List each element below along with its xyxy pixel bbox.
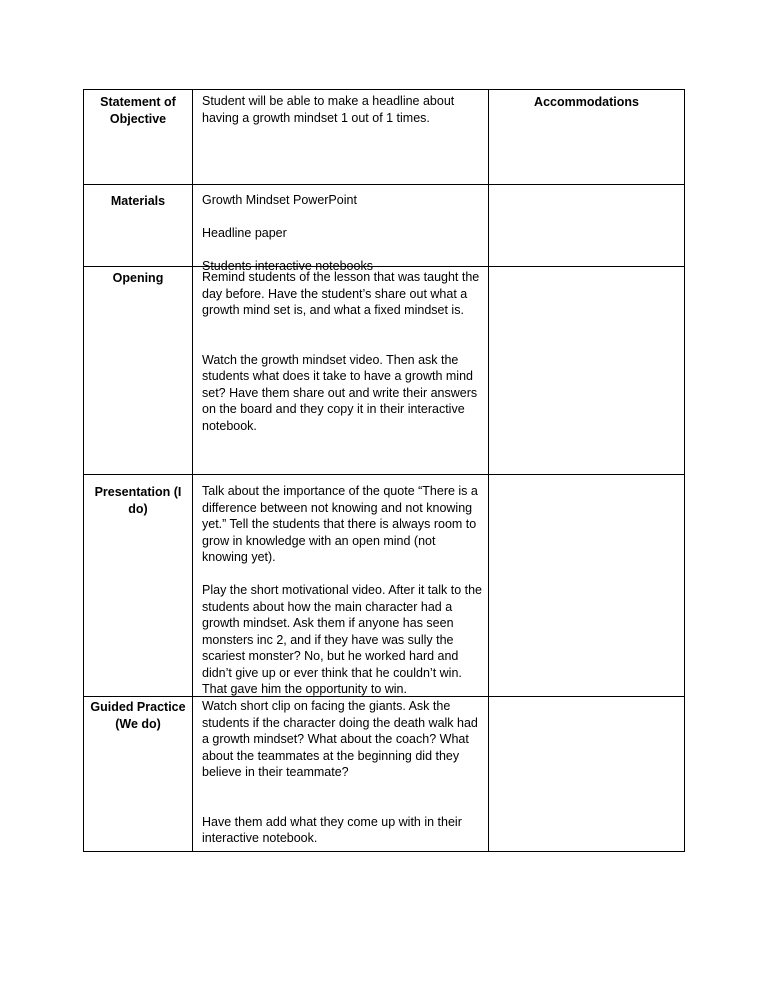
row-content-materials	[192, 185, 488, 273]
table-row-objective	[83, 89, 685, 185]
row-label-objective: Statement of Objective	[83, 90, 192, 184]
row-content-presentation	[192, 475, 488, 696]
row-label-presentation: Presentation (I do)	[83, 475, 192, 696]
accommodations-cell-presentation	[488, 475, 685, 696]
row-content-objective	[192, 90, 488, 184]
accommodations-cell-materials	[488, 185, 685, 266]
opening-paragraph: Remind students of the lesson that was taught the day before. Have the student’s share out what a growth mind set is, and what a fixed mindset is.	[202, 270, 480, 317]
table-row-presentation	[83, 475, 685, 697]
row-label-materials: Materials	[83, 185, 192, 266]
row-label-guided-practice: Guided Practice (We do)	[83, 697, 192, 851]
table-row-materials	[83, 185, 685, 273]
lesson-plan-table	[83, 89, 685, 852]
guided-practice-paragraph: Watch short clip on facing the giants. Ask the students if the character doing the death walk had a growth mindset? What about the coach? What about the teammates at the beginning did they believe in their teammate?	[202, 699, 478, 779]
material-item: Students interactive notebooks	[202, 259, 373, 273]
row-label-opening: Opening	[83, 267, 192, 474]
accommodations-cell-guided-practice	[488, 697, 685, 851]
presentation-paragraph: Talk about the importance of the quote “There is a difference between not knowing and not knowing yet.” Tell the students that there is always room to grow in knowledge with an open mind (not knowing yet).	[202, 484, 478, 564]
row-content-opening	[192, 267, 488, 474]
row-content-guided-practice	[192, 697, 488, 851]
guided-practice-paragraph: Have them add what they come up with in their interactive notebook.	[202, 814, 462, 845]
material-item: Growth Mindset PowerPoint	[202, 193, 357, 207]
table-row-opening	[83, 267, 685, 475]
table-row-guided-practice	[83, 697, 685, 852]
objective-text: Student will be able to make a headline about having a growth mindset 1 out of 1 times.	[202, 94, 455, 125]
accommodations-cell-opening	[488, 267, 685, 474]
opening-paragraph: Watch the growth mindset video. Then ask the students what does it take to have a growth mind set? Have them share out and write their answers on the board and they copy it in their interactive notebook.	[202, 352, 478, 433]
presentation-paragraph: Play the short motivational video. After it talk to the students about how the main character had a growth mindset. Ask them if anyone has seen monsters inc 2, and if they have was sully the scariest monster? No, but he worked hard and didn’t give up or ever think that he couldn’t win. That gave him the opportunity to win.	[202, 583, 483, 696]
accommodations-header: Accommodations	[488, 90, 685, 184]
material-item: Headline paper	[202, 226, 287, 240]
